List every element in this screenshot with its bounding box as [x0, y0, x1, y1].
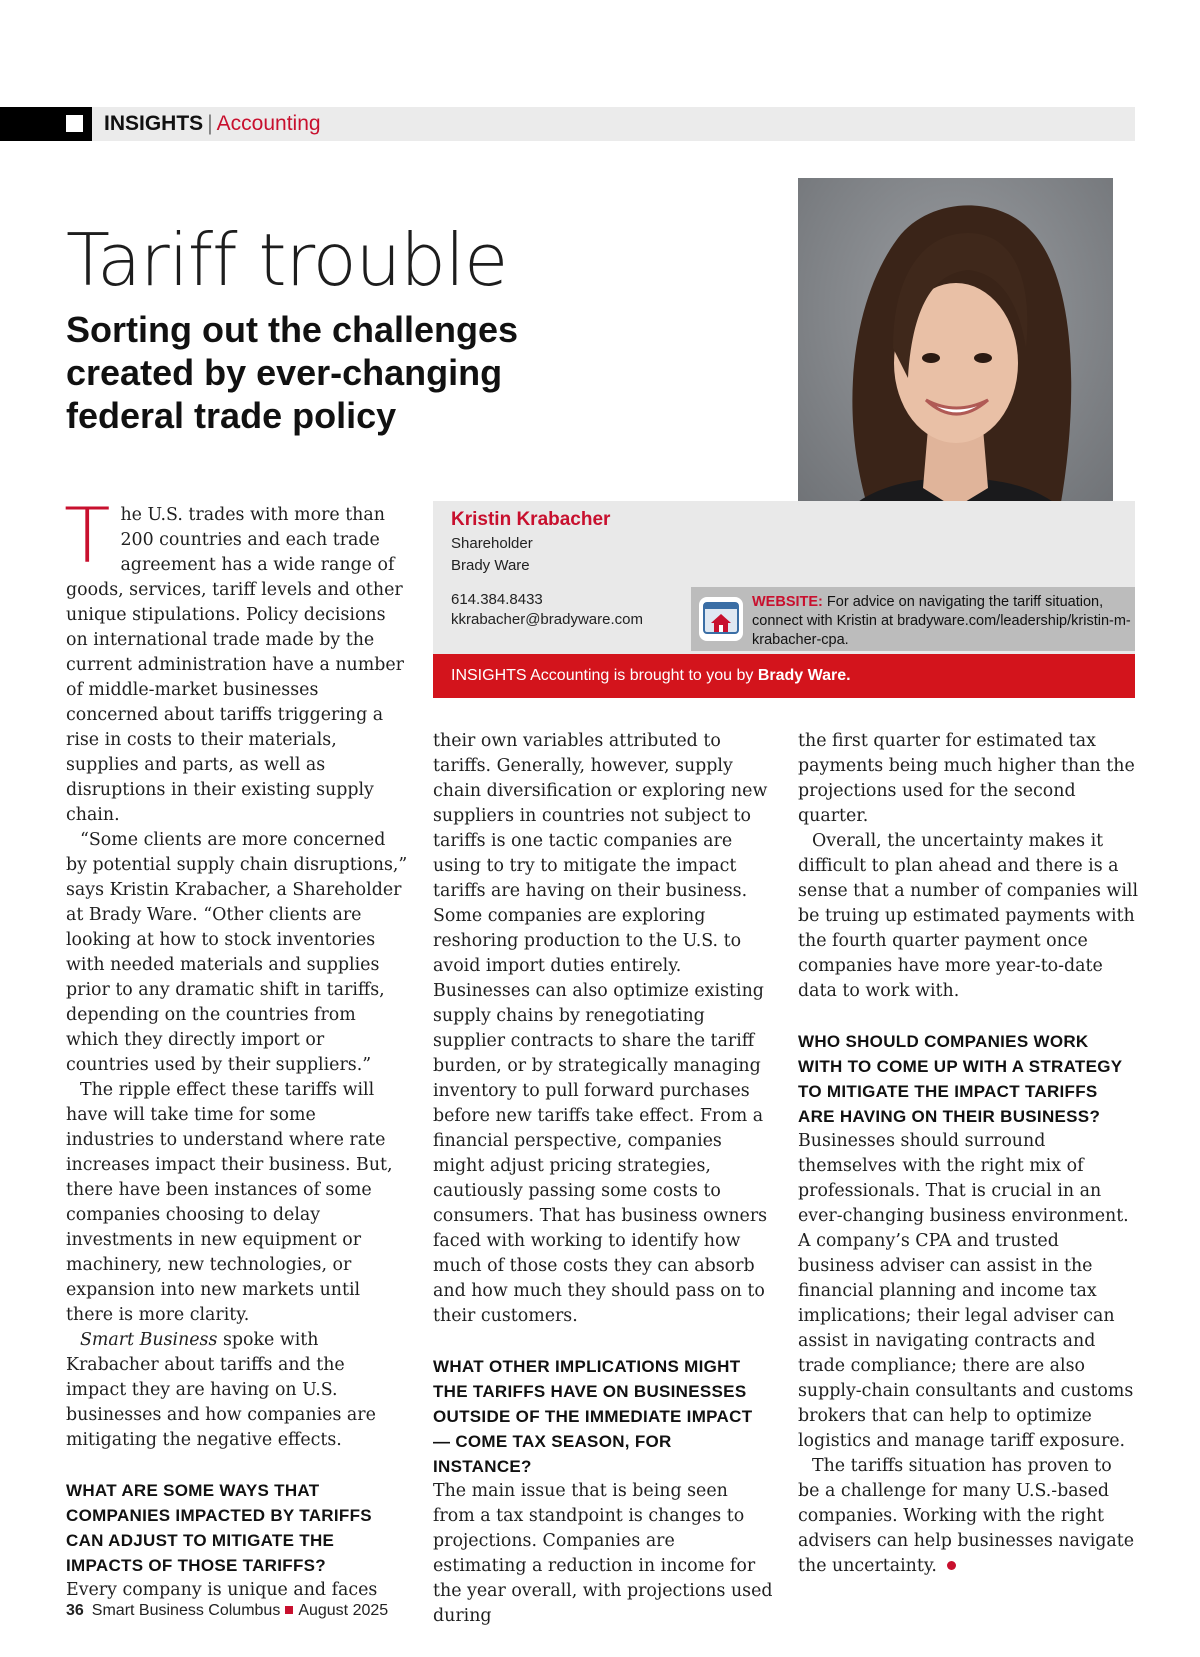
answer-paragraph: Overall, the uncertainty makes it difficult to plan ahead and there is a sense that a number of companies will be truing up estimated payments with the fourth quarter payment once companies have more year-to-date data to work with. — [798, 831, 1139, 1001]
answer-paragraph-continued: their own variables attributed to tariffs. Generally, however, supply chain diversification or exploring new suppliers in countries not subject to tariffs is one tactic companies are using to try to mitigate the impact tariffs are having on their business. Some companies are exploring reshoring production to the U.S. to avoid import duties entirely. Businesses can also optimize existing supply chains by renegotiating supplier contracts to share the tariff burden, or by strategically managing inventory to pull forward purchases before new tariffs take effect. From a financial perspective, companies might adjust pricing strategies, cautiously passing some costs to consumers. That has business owners faced with working to identify how much of those costs they can absorb and how much they should pass on to their customers. — [433, 731, 768, 1326]
author-title: Shareholder — [451, 535, 533, 552]
article-paragraph-text: spoke with Krabacher about tariffs and the impact they are having on U.S. businesses and how companies are mitigating the negative effects. — [66, 1330, 376, 1450]
website-text — [752, 593, 1132, 650]
page-footer — [66, 1602, 388, 1620]
answer-paragraph — [798, 1454, 1138, 1579]
article-paragraph: The ripple effect these tariffs will have will take time for some industries to understand where rate increases impact their business. But, there have been instances of some companies choosing to delay investments in new equipment or machinery, new technologies, or expansion into new markets until there is more clarity. — [66, 1080, 393, 1325]
answer-paragraph: Businesses should surround themselves with the right mix of professionals. That is crucial in an ever-changing business environment. A company’s CPA and trusted business adviser can assist in the financial planning and income tax implications; their legal adviser can assist in navigating contracts and trade compliance; there are also supply-chain consultants and customs brokers that can help to optimize logistics and manage tariff exposure. — [798, 1131, 1134, 1451]
article-column-3 — [798, 729, 1138, 1579]
sponsor-lead: INSIGHTS Accounting is brought to you by — [451, 667, 754, 684]
author-company: Brady Ware — [451, 557, 530, 574]
article-paragraph — [66, 1328, 408, 1453]
article-intro: he U.S. trades with more than 200 countries and each trade agreement has a wide range of goods, services, tariff levels and other unique stipulations. Policy decisions on international trade made by the current administration have a number of middle-market businesses concerned about tariffs triggering a rise in costs to their materials, supplies and parts, as well as disruptions in their existing supply chain. — [66, 505, 404, 825]
sponsor-text — [451, 654, 851, 698]
answer-paragraph-start: Every company is unique and faces — [66, 1580, 378, 1600]
section-title: INSIGHTS — [104, 112, 204, 135]
sponsor-brand: Brady Ware. — [757, 667, 851, 684]
end-mark-icon — [947, 1561, 956, 1570]
page-number: 36 — [66, 1602, 84, 1619]
closing-text: The tariffs situation has proven to be a challenge for many U.S.-based companies. Working with the right advisers can help businesses navigate the uncertainty. — [798, 1456, 1135, 1576]
publication-name: Smart Business Columbus — [91, 1602, 281, 1619]
author-email-link[interactable]: kkrabacher@bradyware.com — [451, 611, 643, 628]
section-subtitle: Accounting — [216, 112, 321, 135]
headline: Tariff trouble — [66, 218, 508, 302]
question-heading: WHAT OTHER IMPLICATIONS MIGHT THE TARIFFS HAVE ON BUSINESSES OUTSIDE OF THE IMMEDIATE IMPACT — COME TAX SEASON, FOR INSTANCE? — [433, 1357, 753, 1476]
section-separator: | — [207, 112, 213, 135]
footer-separator-icon — [285, 1606, 293, 1614]
drop-cap: T — [64, 491, 111, 580]
section-header-bar — [0, 107, 1135, 141]
website-callout — [691, 587, 1135, 651]
article-column-2 — [433, 729, 773, 1629]
article-paragraph — [64, 491, 408, 828]
section-square-icon — [66, 115, 83, 132]
website-label: WEBSITE: — [752, 594, 823, 610]
author-phone[interactable]: 614.384.8433 — [451, 591, 543, 608]
sponsor-banner — [433, 654, 1135, 698]
author-name: Kristin Krabacher — [451, 509, 611, 530]
portrait-illustration — [798, 178, 1113, 556]
subheadline: Sorting out the challenges created by ever-changing federal trade policy — [66, 309, 519, 436]
answer-paragraph-start: The main issue that is being seen from a tax standpoint is changes to projections. Companies are estimating a reduction in income for the year overall, with projections used during — [433, 1481, 773, 1626]
article-paragraph: “Some clients are more concerned by potential supply chain disruptions,” says Kristin Krabacher, a Shareholder at Brady Ware. “Other clients are looking at how to stock inventories with needed materials and supplies prior to any dramatic shift in tariffs, depending on the countries from which they directly import or countries used by their suppliers.” — [66, 830, 408, 1075]
website-house-icon — [699, 597, 743, 641]
website-description[interactable]: For advice on navigating the tariff situation, connect with Kristin at bradyware.com/leadership/kristin-m-krabacher-cpa. — [752, 594, 1131, 648]
author-portrait — [798, 178, 1113, 556]
answer-paragraph-continued: the first quarter for estimated tax payments being much higher than the projections used for the second quarter. — [798, 731, 1135, 826]
section-label — [104, 111, 321, 137]
article-column-1 — [64, 491, 408, 1603]
question-heading: WHAT ARE SOME WAYS THAT COMPANIES IMPACTED BY TARIFFS CAN ADJUST TO MITIGATE THE IMPACTS OF THOSE TARIFFS? — [66, 1481, 372, 1575]
author-contact-box — [433, 501, 1135, 656]
question-heading: WHO SHOULD COMPANIES WORK WITH TO COME UP WITH A STRATEGY TO MITIGATE THE IMPACT TARIFFS ARE HAVING ON THEIR BUSINESS? — [798, 1032, 1123, 1126]
publication-name-italic: Smart Business — [80, 1330, 218, 1350]
issue-date: August 2025 — [298, 1602, 389, 1619]
